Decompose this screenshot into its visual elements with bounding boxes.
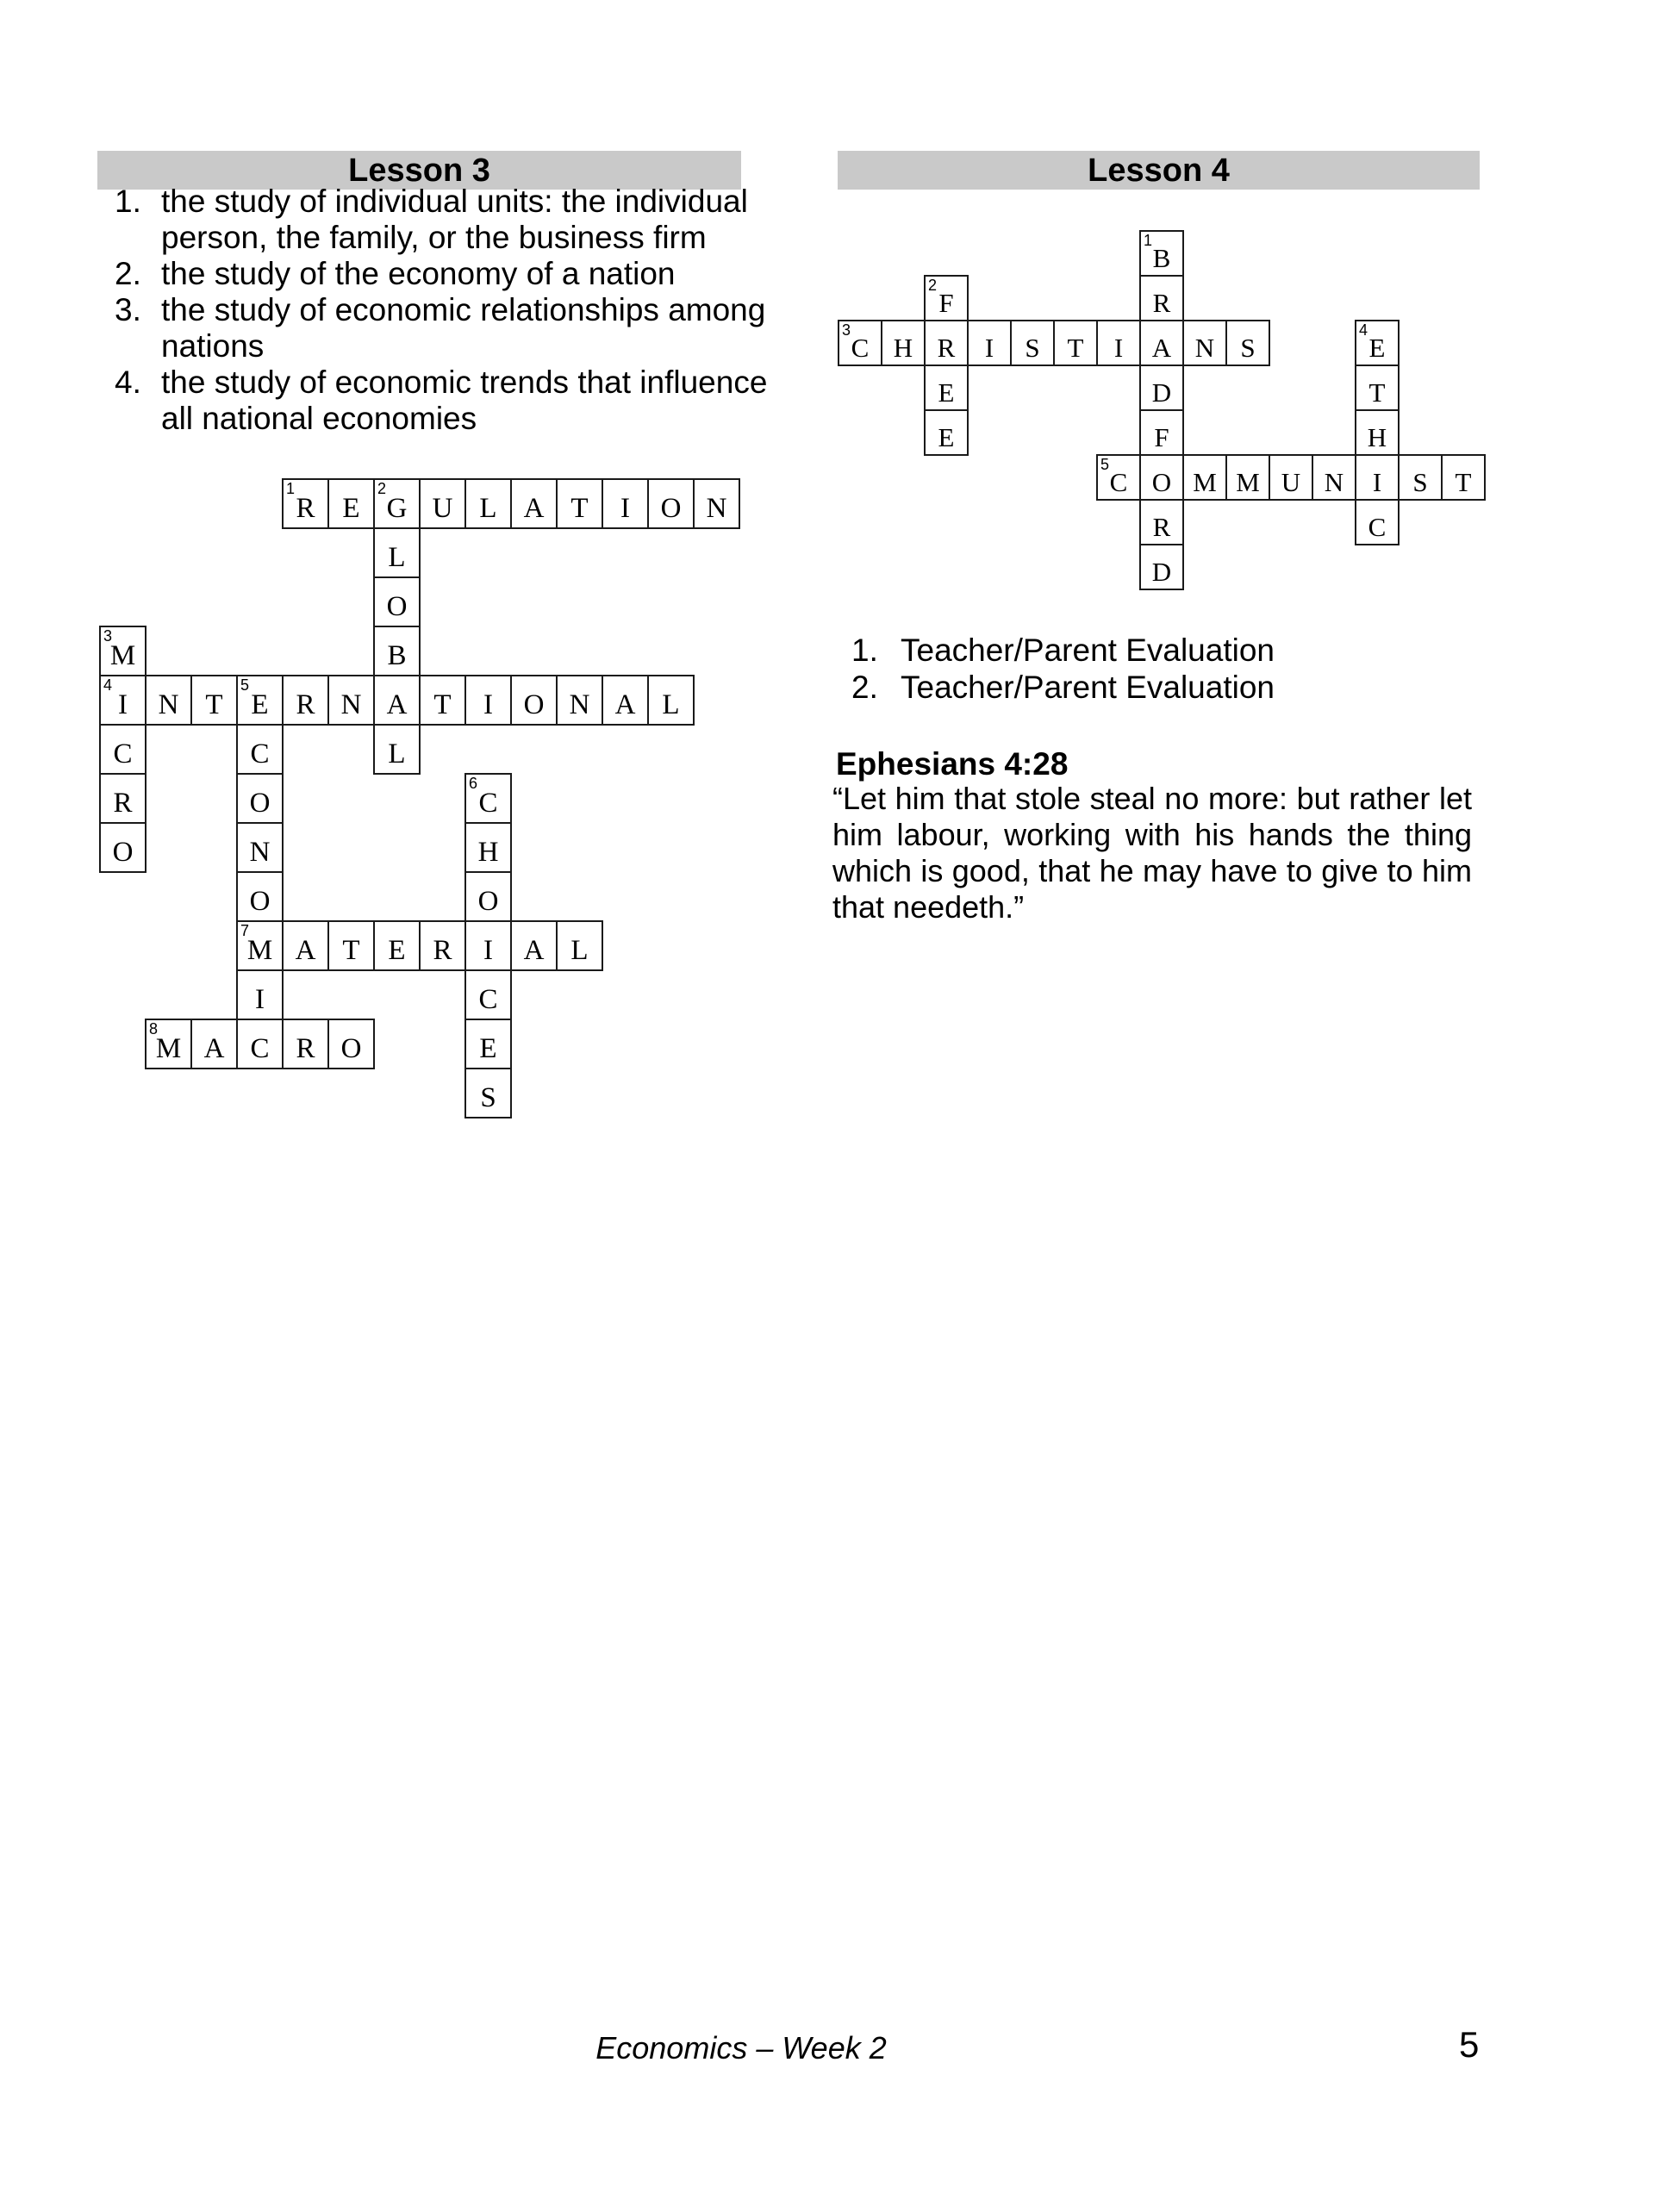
crossword-cell: [556, 675, 603, 726]
verse-paragraph: [832, 781, 1472, 925]
crossword-letter: S: [480, 1082, 496, 1113]
list-item: [851, 669, 1275, 706]
crossword-letter: O: [340, 1033, 362, 1064]
crossword-cell: [1398, 454, 1443, 501]
crossword-letter: F: [1154, 421, 1169, 452]
text-line: all national economies: [161, 401, 477, 436]
crossword-cell: [282, 1019, 329, 1069]
verse-line: him labour, working with his hands the thing: [832, 817, 1472, 852]
crossword-clue-number: 3: [103, 627, 113, 645]
crossword-letter: E: [388, 935, 406, 966]
list-item-text: [901, 632, 1275, 669]
crossword-letter: N: [340, 689, 362, 720]
crossword-letter: F: [938, 287, 954, 318]
crossword-letter: L: [570, 935, 589, 966]
crossword-cell: [99, 822, 147, 873]
crossword-clue-number: 2: [377, 480, 387, 497]
crossword-clue-number: 7: [240, 922, 250, 939]
crossword-letter: A: [523, 493, 545, 524]
crossword-cell: [236, 920, 284, 971]
crossword-cell: [602, 675, 649, 726]
crossword-cell: [464, 773, 512, 824]
crossword-cell: [99, 675, 147, 726]
crossword-letter: R: [296, 689, 315, 720]
crossword-cell: [1225, 454, 1270, 501]
crossword-letter: I: [118, 689, 128, 720]
crossword-letter: B: [1152, 242, 1171, 273]
crossword-letter: A: [1151, 332, 1172, 363]
crossword-letter: A: [203, 1033, 225, 1064]
crossword-cell: [556, 478, 603, 529]
crossword-cell: [236, 724, 284, 775]
crossword-cell: [464, 675, 512, 726]
crossword-cell: [1355, 320, 1400, 366]
crossword-letter: N: [706, 493, 727, 524]
crossword-cell: [99, 724, 147, 775]
crossword-cell: [236, 773, 284, 824]
crossword-cell: [1139, 275, 1184, 321]
crossword-cell: [556, 920, 603, 971]
verse-heading: Ephesians 4:28: [836, 746, 1069, 782]
crossword-cell: [373, 675, 421, 726]
crossword-clue-number: 5: [240, 676, 250, 694]
crossword-cell: [327, 478, 375, 529]
crossword-cell: [647, 478, 695, 529]
crossword-letter: G: [386, 493, 408, 524]
crossword-letter: S: [1240, 332, 1256, 363]
lesson4-header-bar: [838, 151, 1480, 190]
crossword-letter: M: [246, 935, 273, 966]
crossword-cell: [419, 920, 466, 971]
crossword-cell: [1182, 320, 1227, 366]
verse-line: which is good, that he may have to give to him: [832, 853, 1472, 888]
crossword-cell: [924, 320, 969, 366]
crossword-cell: [1139, 544, 1184, 590]
crossword-letter: T: [342, 935, 360, 966]
crossword-letter: M: [1236, 466, 1260, 497]
crossword-cell: [373, 920, 421, 971]
crossword-letter: C: [478, 788, 498, 819]
crossword-letter: T: [1067, 332, 1084, 363]
list-item: [851, 632, 1275, 669]
list-item-number: 3.: [115, 292, 141, 327]
crossword-letter: O: [112, 837, 134, 868]
text-line: person, the family, or the business firm: [161, 220, 707, 255]
crossword-clue-number: 4: [103, 676, 113, 694]
crossword-cell: [924, 275, 969, 321]
crossword-letter: R: [296, 1033, 315, 1064]
crossword-cell: [1182, 454, 1227, 501]
crossword-letter: O: [249, 788, 271, 819]
crossword-cell: [1139, 454, 1184, 501]
crossword-cell: [464, 871, 512, 922]
crossword-letter: C: [250, 1033, 270, 1064]
crossword-cell: [236, 871, 284, 922]
verse-line: “Let him that stole steal no more: but rather let: [832, 781, 1472, 816]
text-line: Teacher/Parent Evaluation: [901, 632, 1275, 668]
crossword-letter: A: [386, 689, 408, 720]
crossword-cell: [838, 320, 882, 366]
crossword-letter: I: [620, 493, 630, 524]
crossword-letter: O: [660, 493, 682, 524]
text-line: the study of economic trends that influence: [161, 365, 768, 400]
crossword-letter: E: [1368, 332, 1386, 363]
crossword-cell: [881, 320, 926, 366]
list-item-text: [161, 292, 765, 365]
list-item-number: 2.: [851, 670, 878, 705]
crossword-letter: E: [938, 377, 955, 408]
crossword-letter: R: [1152, 287, 1171, 318]
crossword-letter: H: [893, 332, 913, 363]
crossword-cell: [99, 773, 147, 824]
crossword-letter: D: [1151, 556, 1172, 587]
crossword-cell: [1225, 320, 1270, 366]
crossword-letter: D: [1151, 377, 1172, 408]
list-item-number: 1.: [851, 632, 878, 668]
text-line: nations: [161, 328, 265, 364]
text-line: the study of economic relationships among: [161, 292, 766, 327]
lesson4-title: Lesson 4: [1088, 153, 1230, 189]
crossword-cell: [464, 969, 512, 1020]
crossword-letter: R: [433, 935, 452, 966]
crossword-clue-number: 1: [286, 480, 296, 497]
crossword-cell: [282, 478, 329, 529]
crossword-letter: O: [386, 591, 408, 622]
crossword-clue-number: 8: [149, 1020, 159, 1037]
crossword-cell: [464, 1019, 512, 1069]
crossword-cell: [1139, 320, 1184, 366]
list-item-text: [161, 365, 767, 437]
crossword-cell: [510, 478, 558, 529]
crossword-clue-number: 6: [469, 775, 478, 792]
crossword-cell: [419, 675, 466, 726]
crossword-letter: E: [342, 493, 360, 524]
crossword-letter: N: [1324, 466, 1344, 497]
crossword-cell: [1312, 454, 1356, 501]
crossword-cell: [693, 478, 740, 529]
crossword-cell: [464, 478, 512, 529]
crossword-cell: [282, 920, 329, 971]
crossword-letter: T: [433, 689, 452, 720]
crossword-cell: [1355, 499, 1400, 545]
crossword-letter: N: [569, 689, 590, 720]
crossword-cell: [1096, 454, 1141, 501]
crossword-letter: U: [432, 493, 453, 524]
crossword-letter: H: [1367, 421, 1387, 452]
crossword-cell: [99, 626, 147, 676]
crossword-cell: [327, 675, 375, 726]
crossword-letter: R: [113, 788, 133, 819]
crossword-cell: [373, 527, 421, 578]
crossword-letter: N: [249, 837, 271, 868]
crossword-letter: C: [1368, 511, 1387, 542]
crossword-cell: [1053, 320, 1098, 366]
list-item: [115, 292, 767, 365]
crossword-cell: [1355, 365, 1400, 411]
crossword-letter: B: [387, 640, 407, 671]
crossword-letter: M: [109, 640, 136, 671]
crossword-cell: [464, 822, 512, 873]
text-line: the study of individual units: the individual: [161, 184, 748, 219]
crossword-letter: A: [614, 689, 636, 720]
crossword-cell: [145, 1019, 192, 1069]
lesson3-answer-list: [115, 184, 767, 437]
list-item: [115, 365, 767, 437]
crossword-letter: C: [851, 332, 870, 363]
crossword-cell: [373, 724, 421, 775]
crossword-cell: [1355, 454, 1400, 501]
list-item-text: [161, 256, 676, 292]
crossword-cell: [464, 1068, 512, 1118]
crossword-letter: O: [1151, 466, 1172, 497]
crossword-letter: C: [1109, 466, 1128, 497]
crossword-letter: R: [937, 332, 956, 363]
crossword-clue-number: 4: [1359, 321, 1368, 339]
text-line: the study of the economy of a nation: [161, 256, 676, 291]
verse-line: that needeth.”: [832, 889, 1025, 925]
crossword-letter: I: [483, 935, 493, 966]
crossword-letter: L: [479, 493, 497, 524]
crossword-cell: [1269, 454, 1313, 501]
list-item: [115, 256, 767, 292]
crossword-cell: [967, 320, 1012, 366]
crossword-letter: E: [251, 689, 269, 720]
page-number: 5: [1459, 2024, 1480, 2065]
crossword-cell: [419, 478, 466, 529]
list-item-text: [901, 669, 1275, 706]
crossword-letter: A: [523, 935, 545, 966]
crossword-letter: E: [479, 1033, 497, 1064]
crossword-letter: C: [250, 738, 270, 770]
crossword-letter: T: [1368, 377, 1386, 408]
crossword-letter: L: [662, 689, 680, 720]
crossword-letter: M: [155, 1033, 182, 1064]
crossword-cell: [282, 675, 329, 726]
crossword-letter: L: [388, 542, 406, 573]
crossword-letter: A: [295, 935, 316, 966]
lesson4-answer-list: [851, 632, 1275, 706]
crossword-letter: C: [113, 738, 133, 770]
crossword-letter: I: [255, 984, 265, 1015]
crossword-letter: N: [1194, 332, 1215, 363]
crossword-cell: [327, 920, 375, 971]
crossword-letter: I: [483, 689, 493, 720]
crossword-cell: [190, 1019, 238, 1069]
crossword-cell: [236, 822, 284, 873]
crossword-letter: M: [1193, 466, 1217, 497]
crossword-letter: S: [1025, 332, 1040, 363]
list-item-text: [161, 184, 748, 256]
crossword-cell: [1441, 454, 1486, 501]
crossword-letter: R: [296, 493, 315, 524]
crossword-letter: R: [1152, 511, 1171, 542]
crossword-letter: T: [205, 689, 223, 720]
list-item: [115, 184, 767, 256]
list-item-number: 1.: [115, 184, 141, 219]
crossword-letter: U: [1281, 466, 1301, 497]
crossword-clue-number: 5: [1100, 456, 1110, 473]
footer-text: Economics – Week 2: [595, 2030, 887, 2066]
crossword-letter: S: [1412, 466, 1428, 497]
text-line: Teacher/Parent Evaluation: [901, 670, 1275, 705]
crossword-cell: [1139, 499, 1184, 545]
crossword-cell: [236, 1019, 284, 1069]
crossword-cell: [602, 478, 649, 529]
crossword-cell: [924, 409, 969, 456]
crossword-cell: [1139, 365, 1184, 411]
crossword-letter: I: [984, 332, 994, 363]
crossword-cell: [145, 675, 192, 726]
list-item-number: 2.: [115, 256, 141, 291]
crossword-cell: [373, 576, 421, 627]
crossword-cell: [1355, 409, 1400, 456]
crossword-letter: T: [1455, 466, 1472, 497]
crossword-cell: [373, 626, 421, 676]
crossword-letter: T: [570, 493, 589, 524]
crossword-letter: L: [388, 738, 406, 770]
crossword-cell: [373, 478, 421, 529]
crossword-cell: [1010, 320, 1055, 366]
list-item-number: 4.: [115, 365, 141, 400]
crossword-cell: [327, 1019, 375, 1069]
crossword-cell: [924, 365, 969, 411]
crossword-clue-number: 1: [1144, 232, 1153, 249]
crossword-letter: O: [477, 886, 499, 917]
crossword-cell: [1139, 409, 1184, 456]
crossword-clue-number: 2: [928, 277, 938, 294]
crossword-cell: [510, 675, 558, 726]
crossword-cell: [647, 675, 695, 726]
crossword-letter: O: [523, 689, 545, 720]
crossword-letter: C: [478, 984, 498, 1015]
crossword-cell: [236, 969, 284, 1020]
crossword-letter: E: [938, 421, 955, 452]
crossword-letter: O: [249, 886, 271, 917]
crossword-letter: N: [158, 689, 179, 720]
crossword-cell: [190, 675, 238, 726]
crossword-cell: [510, 920, 558, 971]
crossword-cell: [1139, 230, 1184, 277]
crossword-clue-number: 3: [842, 321, 851, 339]
lesson3-title: Lesson 3: [348, 153, 490, 189]
crossword-cell: [464, 920, 512, 971]
crossword-cell: [1096, 320, 1141, 366]
crossword-letter: H: [477, 837, 499, 868]
crossword-letter: I: [1372, 466, 1382, 497]
crossword-cell: [236, 675, 284, 726]
crossword-letter: I: [1113, 332, 1124, 363]
